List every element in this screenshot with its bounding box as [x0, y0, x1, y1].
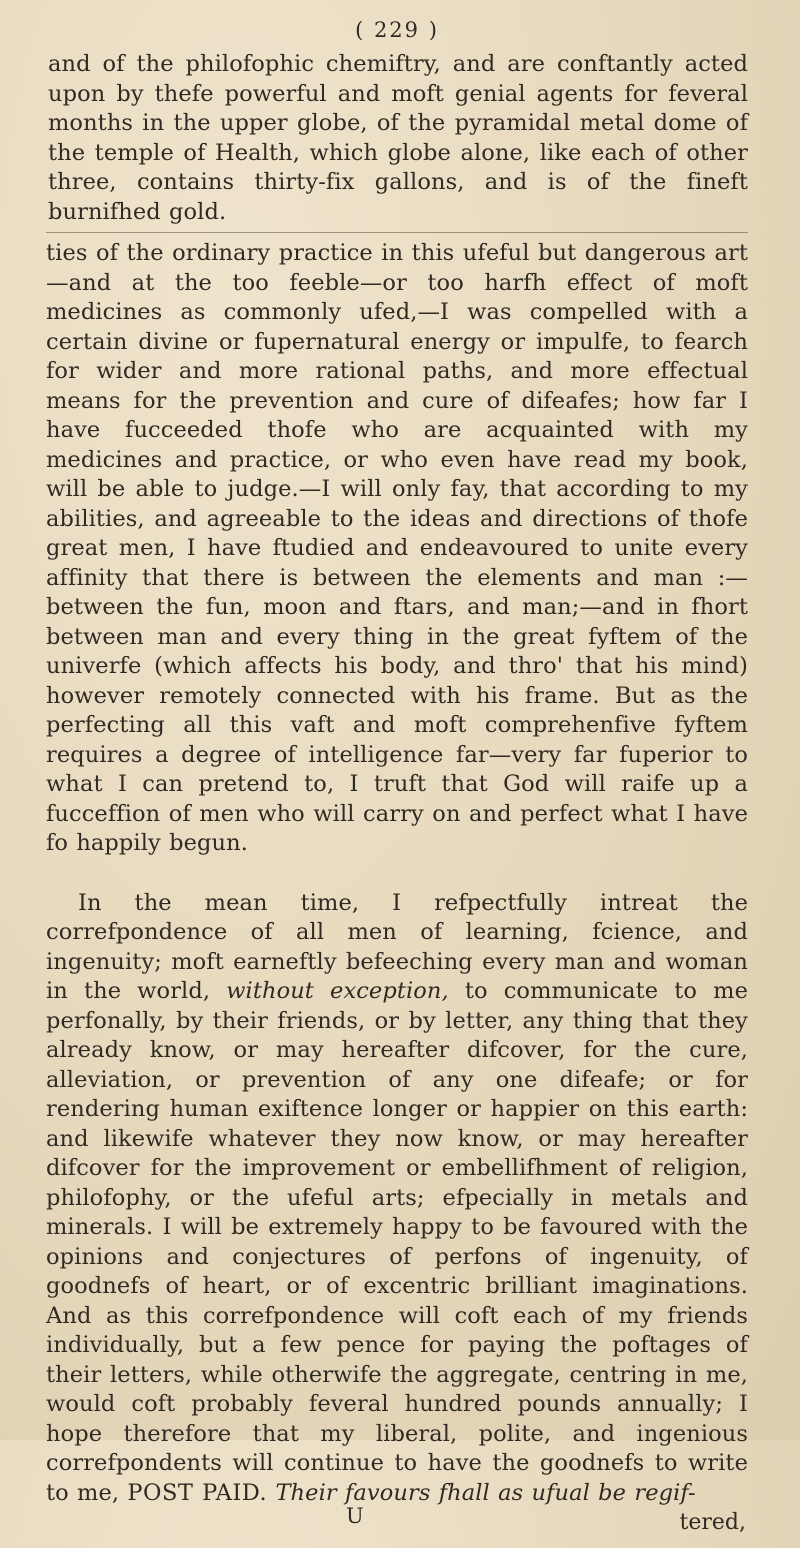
- paragraph-3-part-b: to communicate to me perfonally, by their friends, or by letter, any thing that they already know, or may hereafter difcover, for the cure, alleviation, or prevention of any one difeafe; or for rendering human exiftence longer or happier on this earth: and likewife whatever they now know, or may hereafter difcover for the improvement or embellifhment of religion, philofophy, or the ufeful arts; efpecially in metals and minerals. I will be extremely happy to be favoured with the opinions and conjectures of perfons of ingenuity, of goodnefs of heart, or of excentric brilliant imaginations. And as this correfpondence will coft each of my friends individually, but a few pence for paying the poftages of their letters, while otherwife the aggregate, centring in me, would coft probably feveral hundred pounds annually; I hope therefore that my liberal, polite, and ingenious correfpondents will continue to have the goodnefs to write to me,: [46, 978, 748, 1506]
- catchword: tered,: [679, 1510, 746, 1535]
- page-number: ( 229 ): [355, 18, 439, 42]
- paragraph-3-part-a: In the mean time, I refpectfully intreat the correfpondence of all men of learning, fcience, and ingenuity; moft earneftly befeeching every man and woman in the world,: [46, 889, 748, 1004]
- page-footer: [46, 1504, 748, 1548]
- signature-mark: U: [346, 1504, 364, 1528]
- paragraph-3-caps: POST PAID.: [127, 1479, 268, 1506]
- paragraph-3-italic-b: Their favours fhall as ufual be regif-: [275, 1479, 696, 1506]
- paragraph-3: [46, 889, 748, 1509]
- paragraph-2: ties of the ordinary practice in this ufeful but dangerous art—and at the too feeble—or too harfh effect of moft medicines as commonly ufed,—I was compelled with a certain divine or fupernatural energy or impulfe, to fearch for wider and more rational paths, and more effectual means for the prevention and cure of difeafes; how far I have fucceeded thofe who are acquainted with my medicines and practice, or who even have read my book, will be able to judge.—I will only fay, that according to my abilities, and agreeable to the ideas and directions of thofe great men, I have ftudied and endeavoured to unite every affinity that there is between the elements and man :—between the fun, moon and ftars, and man;—and in fhort between man and every thing in the great fyftem of the univerfe (which affects his body, and thro' that his mind) however remotely connected with his frame. But as the perfecting all this vaft and moft comprehenfive fyftem requires a degree of intelligence far—very far fuperior to what I can pretend to, I truft that God will raife up a fucceffion of men who will carry on and perfect what I have fo happily begun.: [46, 240, 748, 856]
- divider-rule: [46, 232, 748, 233]
- paragraph-3-italic-a: without exception,: [226, 978, 449, 1004]
- paragraph-1: and of the philofophic chemiftry, and are conftantly acted upon by thefe powerful and moft genial agents for feveral months in the upper globe, of the pyramidal metal dome of the temple of Health, which globe alone, like each of other three, contains thirty-fix gallons, and is of the fineft burnifhed gold.: [48, 51, 748, 225]
